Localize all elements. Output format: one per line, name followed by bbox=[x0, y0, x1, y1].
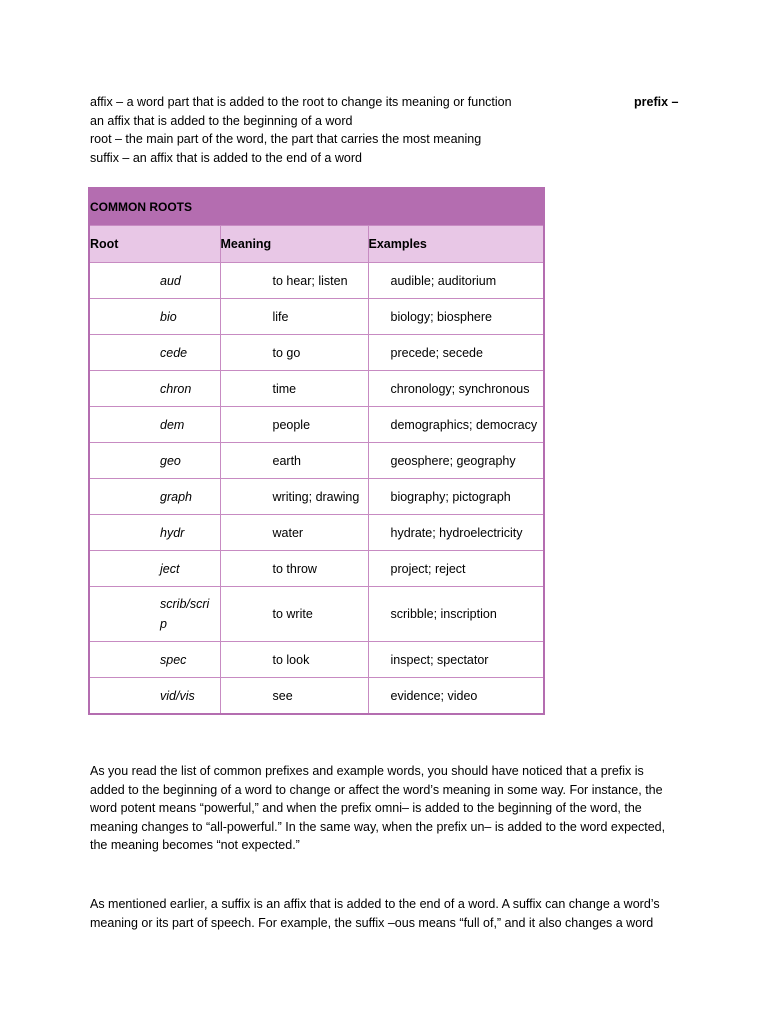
root-cell: dem bbox=[89, 407, 220, 443]
table-row bbox=[89, 479, 544, 515]
root-definition: root – the main part of the word, the part that carries the most meaning bbox=[90, 132, 482, 146]
meaning-cell: to throw bbox=[220, 551, 368, 587]
root-cell: cede bbox=[89, 335, 220, 371]
examples-cell: precede; secede bbox=[368, 335, 544, 371]
table-row bbox=[89, 335, 544, 371]
suffix-explanation-paragraph: As mentioned earlier, a suffix is an affix that is added to the end of a word. A suffix can change a word’s meaning or its part of speech. For example, the suffix –ous means “full of,” and it also changes a word bbox=[90, 897, 660, 930]
meaning-cell: writing; drawing bbox=[220, 479, 368, 515]
examples-cell: chronology; synchronous bbox=[368, 371, 544, 407]
examples-cell: biology; biosphere bbox=[368, 299, 544, 335]
table-row bbox=[89, 407, 544, 443]
root-cell: chron bbox=[89, 371, 220, 407]
header-examples: Examples bbox=[368, 226, 544, 263]
table-header-row bbox=[89, 226, 544, 263]
root-cell: spec bbox=[89, 642, 220, 678]
meaning-cell: to go bbox=[220, 335, 368, 371]
definitions-block bbox=[90, 93, 690, 167]
meaning-cell: life bbox=[220, 299, 368, 335]
table-row bbox=[89, 371, 544, 407]
table-row bbox=[89, 551, 544, 587]
prefix-explanation-paragraph: As you read the list of common prefixes and example words, you should have noticed that a prefix is added to the beginning of a word to change or affect the word’s meaning in some way. For instance, the word potent means “powerful,” and when the prefix omni– is added to the beginning of the word, the meaning changes to “all-powerful.” In the same way, when the prefix un– is added to the word expected, the meaning becomes “not expected.” bbox=[90, 764, 666, 852]
root-cell: hydr bbox=[89, 515, 220, 551]
table-title-row bbox=[89, 188, 544, 226]
table-row bbox=[89, 299, 544, 335]
meaning-cell: water bbox=[220, 515, 368, 551]
table-title: COMMON ROOTS bbox=[89, 188, 544, 226]
prefix-definition: an affix that is added to the beginning of a word bbox=[90, 113, 353, 128]
meaning-cell: people bbox=[220, 407, 368, 443]
common-roots-table bbox=[88, 187, 545, 715]
table-row bbox=[89, 587, 544, 642]
suffix-definition: suffix – an affix that is added to the end of a word bbox=[90, 150, 362, 165]
examples-cell: evidence; video bbox=[368, 678, 544, 715]
meaning-cell: see bbox=[220, 678, 368, 715]
examples-cell: project; reject bbox=[368, 551, 544, 587]
table-row bbox=[89, 263, 544, 299]
root-cell: graph bbox=[89, 479, 220, 515]
header-meaning: Meaning bbox=[220, 226, 368, 263]
prefix-term: prefix – bbox=[634, 95, 679, 109]
root-cell: geo bbox=[89, 443, 220, 479]
examples-cell: scribble; inscription bbox=[368, 587, 544, 642]
table-row bbox=[89, 678, 544, 715]
root-cell: scrib/scri p bbox=[89, 587, 220, 642]
affix-definition: affix – a word part that is added to the root to change its meaning or function bbox=[90, 95, 512, 109]
header-root: Root bbox=[89, 226, 220, 263]
examples-cell: geosphere; geography bbox=[368, 443, 544, 479]
meaning-cell: earth bbox=[220, 443, 368, 479]
table-row bbox=[89, 642, 544, 678]
examples-cell: hydrate; hydroelectricity bbox=[368, 515, 544, 551]
meaning-cell: to write bbox=[220, 587, 368, 642]
table-row bbox=[89, 515, 544, 551]
root-cell: ject bbox=[89, 551, 220, 587]
meaning-cell: time bbox=[220, 371, 368, 407]
meaning-cell: to look bbox=[220, 642, 368, 678]
examples-cell: audible; auditorium bbox=[368, 263, 544, 299]
root-cell: vid/vis bbox=[89, 678, 220, 715]
examples-cell: inspect; spectator bbox=[368, 642, 544, 678]
root-cell: aud bbox=[89, 263, 220, 299]
examples-cell: biography; pictograph bbox=[368, 479, 544, 515]
examples-cell: demographics; democracy bbox=[368, 407, 544, 443]
meaning-cell: to hear; listen bbox=[220, 263, 368, 299]
table-row bbox=[89, 443, 544, 479]
root-cell: bio bbox=[89, 299, 220, 335]
